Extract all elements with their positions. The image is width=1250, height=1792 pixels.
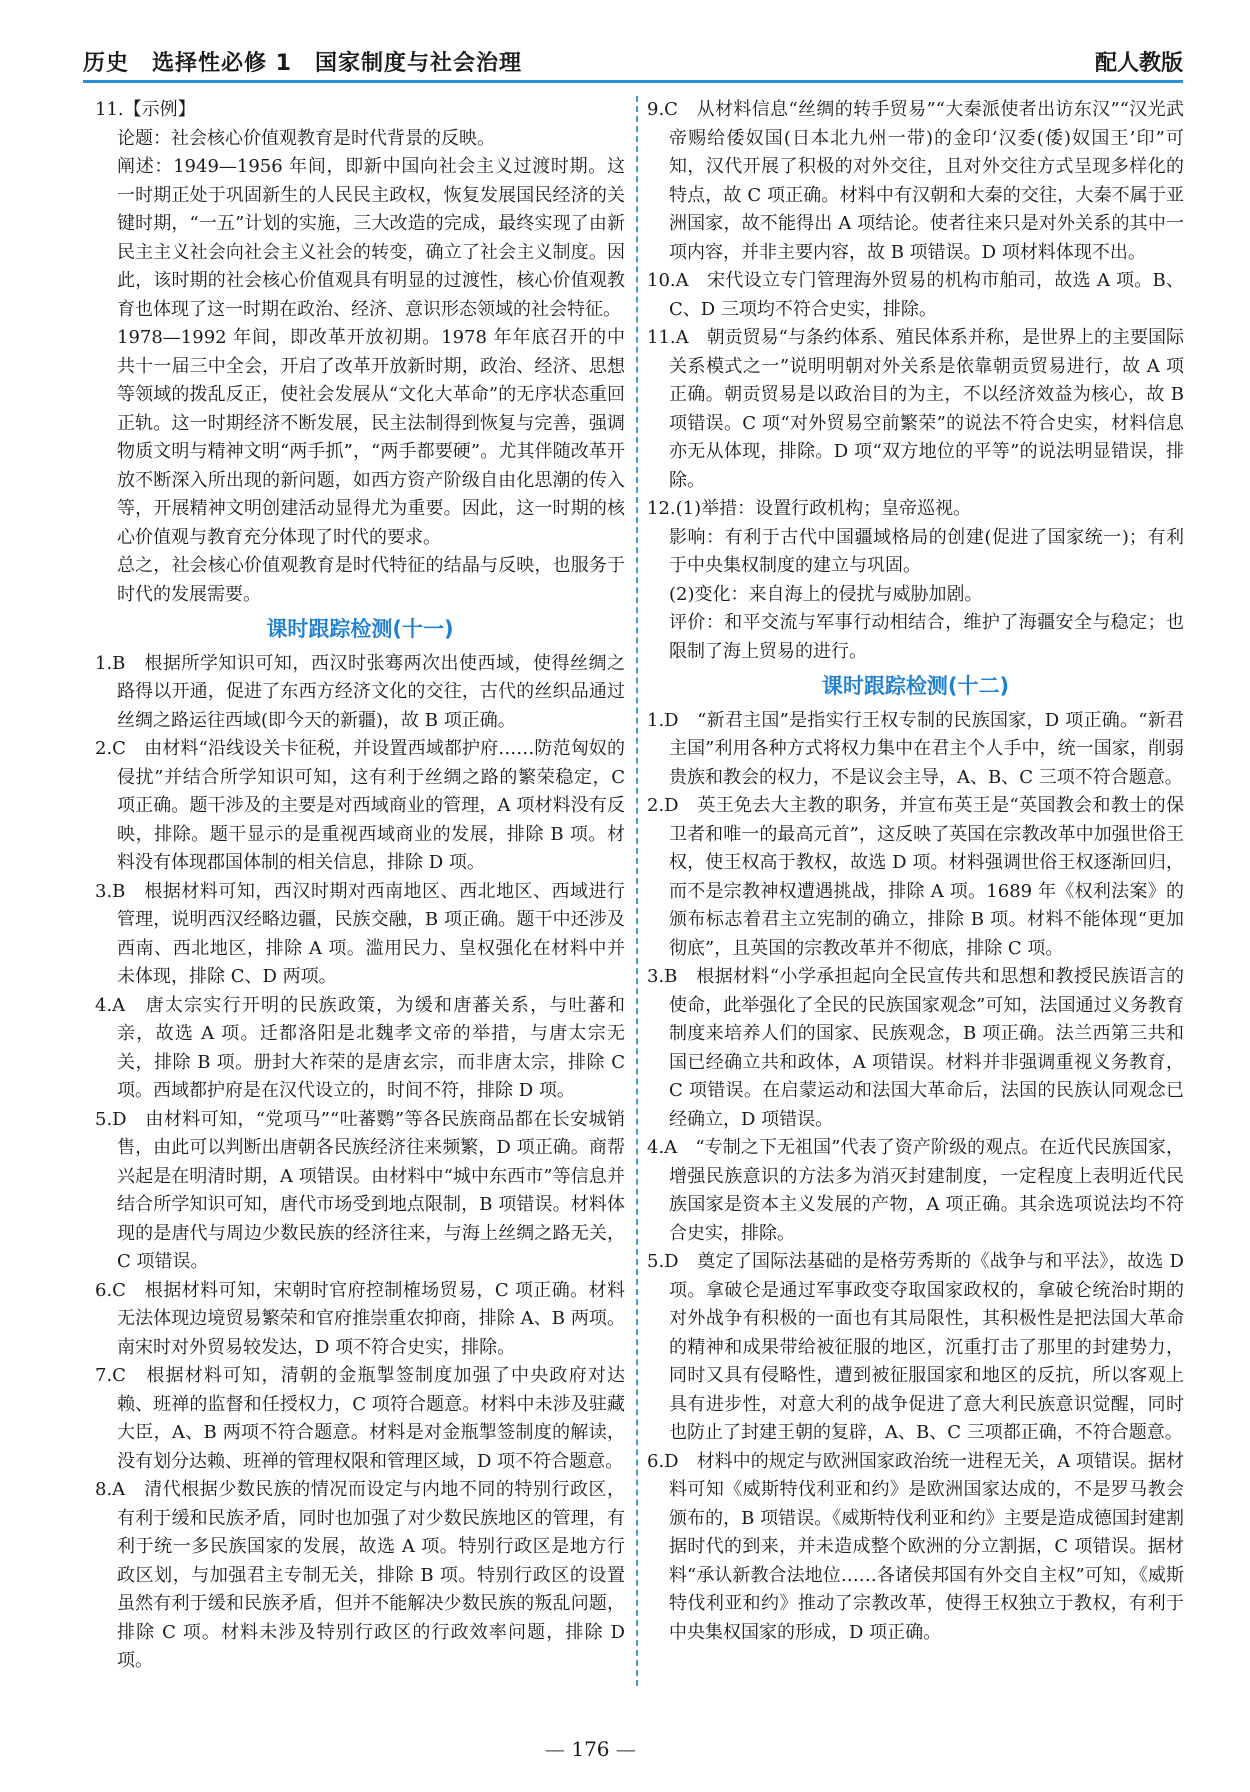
q12-line: (2)变化：来自海上的侵扰与威胁加剧。 [669,583,983,605]
header-edition: 配人教版 [1094,51,1183,76]
answer-item: 6.C 根据材料可知，宋朝时官府控制榷场贸易，C 项正确。材料无法体现边境贸易繁荣和官府推崇重农抑商，排除 A、B 两项。南宋时对外贸易较发达，D 项不符合史实，排除。 [95,1279,625,1358]
answer-item: 2.C 由材料“沿线设关卡征税，并设置西域都护府……防范匈奴的侵扰”并结合所学知识可知，这有利于丝绸之路的繁荣稳定，C 项正确。题干涉及的主要是对西域商业的管理，A 项材料没有反映，排除。题干显示的是重视西域商业的发展，排除 B 项。材料没有体现郡国体制的相关信息，排除 D 项。 [95,738,625,873]
section-title-12: 课时跟踪检测(十二) [821,674,1010,698]
q11-label: 11.【示例】 [95,99,196,120]
answer-item: 2.D 英王免去大主教的职务，并宣布英王是“英国教会和教士的保卫者和唯一的最高元首”，这反映了英国在宗教改革中加强世俗王权，使王权高于教权，故选 D 项。材料强调世俗王权逐渐回归，而不是宗教神权遭遇挑战，排除 A 项。1689 年《权利法案》的颁布标志着君主立宪制的确立，排除 B 项。材料不能体现“更加彻底”，且英国的宗教改革并不彻底，排除 C 项。 [647,795,1184,959]
page-number [545,1737,636,1761]
answer-item: 1.D “新君主国”是指实行王权专制的民族国家，D 项正确。“新君主国”利用各种方式将权力集中在君主个人手中，统一国家，削弱贵族和教会的权力，不是议会主导，A、B、C 三项不符合题意。 [647,709,1184,788]
answer-item: 7.C 根据材料可知，清朝的金瓶掣签制度加强了中央政府对达赖、班禅的监督和任授权力，C 项符合题意。材料中未涉及驻藏大臣，A、B 两项不符合题意。材料是对金瓶掣签制度的解读，没有划分达赖、班禅的管理权限和管理区域，D 项不符合题意。 [95,1365,625,1472]
answer-item: 10.A 宋代设立专门管理海外贸易的机构市舶司，故选 A 项。B、C、D 三项均不符合史实，排除。 [647,270,1184,320]
q12-line: 影响：有利于古代中国疆域格局的创建(促进了国家统一)；有利于中央集权制度的建立与巩固。 [669,526,1184,576]
answer-item: 8.A 清代根据少数民族的情况而设定与内地不同的特别行政区，有利于缓和民族矛盾，同时也加强了对少数民族地区的管理，有利于统一多民族国家的发展，故选 A 项。特别行政区是地方行政区划，与加强君主专制无关，排除 B 项。特别行政区的设置虽然有利于缓和民族矛盾，但并不能解决少数民族的叛乱问题，排除 C 项。材料未涉及特别行政区的行政效率问题，排除 D 项。 [95,1479,625,1671]
answer-item: 11.A 朝贡贸易“与条约体系、殖民体系并称，是世界上的主要国际关系模式之一”说明明朝对外关系是依靠朝贡贸易进行，故 A 项正确。朝贡贸易是以政治目的为主，不以经济效益为核心，故 B 项错误。C 项“对外贸易空前繁荣”的说法不符合史实，材料信息亦无从体现，排除。D 项“双方地位的平等”的说法明显错误，排除。 [647,327,1184,491]
q11-line: 1978—1992 年间，即改革开放初期。1978 年年底召开的中共十一届三中全会，开启了改革开放新时期，政治、经济、思想等领域的拨乱反正，使社会发展从“文化大革命”的无序状态重回正轨。这一时期经济不断发展，民主法制得到恢复与完善，强调物质文明与精神文明“两手抓”，“两手都要硬”。尤其伴随改革开放不断深入所出现的新问题，如西方资产阶级自由化思潮的传入等，开展精神文明创建活动显得尤为重要。因此，这一时期的核心价值观与教育充分体现了时代的要求。 [117,327,625,548]
q12-line: 评价：和平交流与军事行动相结合，维护了海疆安全与稳定；也限制了海上贸易的进行。 [669,612,1184,662]
page-number-value: 176 [571,1737,610,1761]
left-column [95,96,625,1676]
page-number-dash: — [545,1737,572,1761]
section-title-11: 课时跟踪检测(十一) [266,617,454,641]
answer-item: 9.C 从材料信息“丝绸的转手贸易”“大秦派使者出访东汉”“汉光武帝赐给倭奴国(日本北九州一带)的金印‘汉委(倭)奴国王’印”可知，汉代开展了积极的对外交往，且对外交往方式呈现多样化的特点，故 C 项正确。材料中有汉朝和大秦的交往，大秦不属于亚洲国家，故不能得出 A 项结论。使者往来只是对外关系的其中一项内容，并非主要内容，故 B 项错误。D 项材料体现不出。 [647,99,1184,263]
answer-item: 3.B 根据材料可知，西汉时期对西南地区、西北地区、西域进行管理，说明西汉经略边疆，民族交融，B 项正确。题干中还涉及西南、西北地区，排除 A 项。滥用民力、皇权强化在材料中并未体现，排除 C、D 两项。 [95,880,625,987]
q11-line: 阐述：1949—1956 年间，即新中国向社会主义过渡时期。这一时期正处于巩固新生的人民民主政权，恢复发展国民经济的关键时期，“一五”计划的实施，三大改造的完成，最终实现了由新民主主义社会向社会主义社会的转变，确立了社会主义制度。因此，该时期的社会核心价值观具有明显的过渡性，核心价值观教育也体现了这一时期在政治、经济、意识形态领域的社会特征。 [117,156,625,320]
q12-label: 12.(1)举措：设置行政机构；皇帝巡视。 [647,498,972,519]
answer-item: 1.B 根据所学知识可知，西汉时张骞两次出使西域，使得丝绸之路得以开通，促进了东西方经济文化的交往，古代的丝织品通过丝绸之路运往西域(即今天的新疆)，故 B 项正确。 [95,652,625,731]
page-header [83,46,1183,82]
answer-item: 6.D 材料中的规定与欧洲国家政治统一进程无关，A 项错误。据材料可知《威斯特伐利亚和约》是欧洲国家达成的，不是罗马教会颁布的，B 项错误。《威斯特伐利亚和约》主要是造成德国封建割据时代的到来，并未造成整个欧洲的分立割据，C 项错误。据材料“承认新教合法地位……各诸侯邦国有外交自主权”可知，《威斯特伐利亚和约》推动了宗教改革，使得王权独立于教权，有利于中央集权国家的形成，D 项正确。 [647,1450,1184,1643]
q11-line: 论题：社会核心价值观教育是时代背景的反映。 [117,127,495,149]
q11-line: 总之，社会核心价值观教育是时代特征的结晶与反映，也服务于时代的发展需要。 [117,555,625,605]
column-divider [636,96,638,1686]
answer-item: 3.B 根据材料“小学承担起向全民宣传共和思想和教授民族语言的使命，此举强化了全民的民族国家观念”可知，法国通过义务教育制度来培养人们的国家、民族观念，B 项正确。法兰西第三共和国已经确立共和政体，A 项错误。材料并非强调重视义务教育，C 项错误。在启蒙运动和法国大革命后，法国的民族认同观念已经确立，D 项错误。 [647,966,1184,1130]
page-number-dash: — [609,1737,636,1761]
header-rule [83,80,1183,83]
header-subject: 历史 选择性必修 1 国家制度与社会治理 [83,51,522,76]
right-column [647,96,1184,1647]
answer-item: 4.A “专制之下无祖国”代表了资产阶级的观点。在近代民族国家，增强民族意识的方法多为消灭封建制度，一定程度上表明近代民族国家是资本主义发展的产物，A 项正确。其余选项说法均不符合史实，排除。 [647,1137,1184,1244]
answer-item: 5.D 奠定了国际法基础的是格劳秀斯的《战争与和平法》，故选 D 项。拿破仑是通过军事政变夺取国家政权的，拿破仑统治时期的对外战争有积极的一面也有其局限性，其积极性是把法国大革命的精神和成果带给被征服的地区，沉重打击了那里的封建势力，同时又具有侵略性，遭到被征服国家和地区的反抗，所以客观上具有进步性，对意大利的战争促进了意大利民族意识觉醒，同时也防止了封建王朝的复辟，A、B、C 三项都正确，不符合题意。 [647,1251,1184,1443]
answer-item: 4.A 唐太宗实行开明的民族政策，为缓和唐蕃关系，与吐蕃和亲，故选 A 项。迁都洛阳是北魏孝文帝的举措，与唐太宗无关，排除 B 项。册封大祚荣的是唐玄宗，而非唐太宗，排除 C 项。西域都护府是在汉代设立的，时间不符，排除 D 项。 [95,994,625,1101]
answer-item: 5.D 由材料可知，“党项马”“吐蕃鹦”等各民族商品都在长安城销售，由此可以判断出唐朝各民族经济往来频繁，D 项正确。商帮兴起是在明清时期，A 项错误。由材料中“城中东西市”等信息并结合所学知识可知，唐代市场受到地点限制，B 项错误。材料体现的是唐代与周边少数民族的经济往来，与海上丝绸之路无关，C 项错误。 [95,1108,625,1272]
